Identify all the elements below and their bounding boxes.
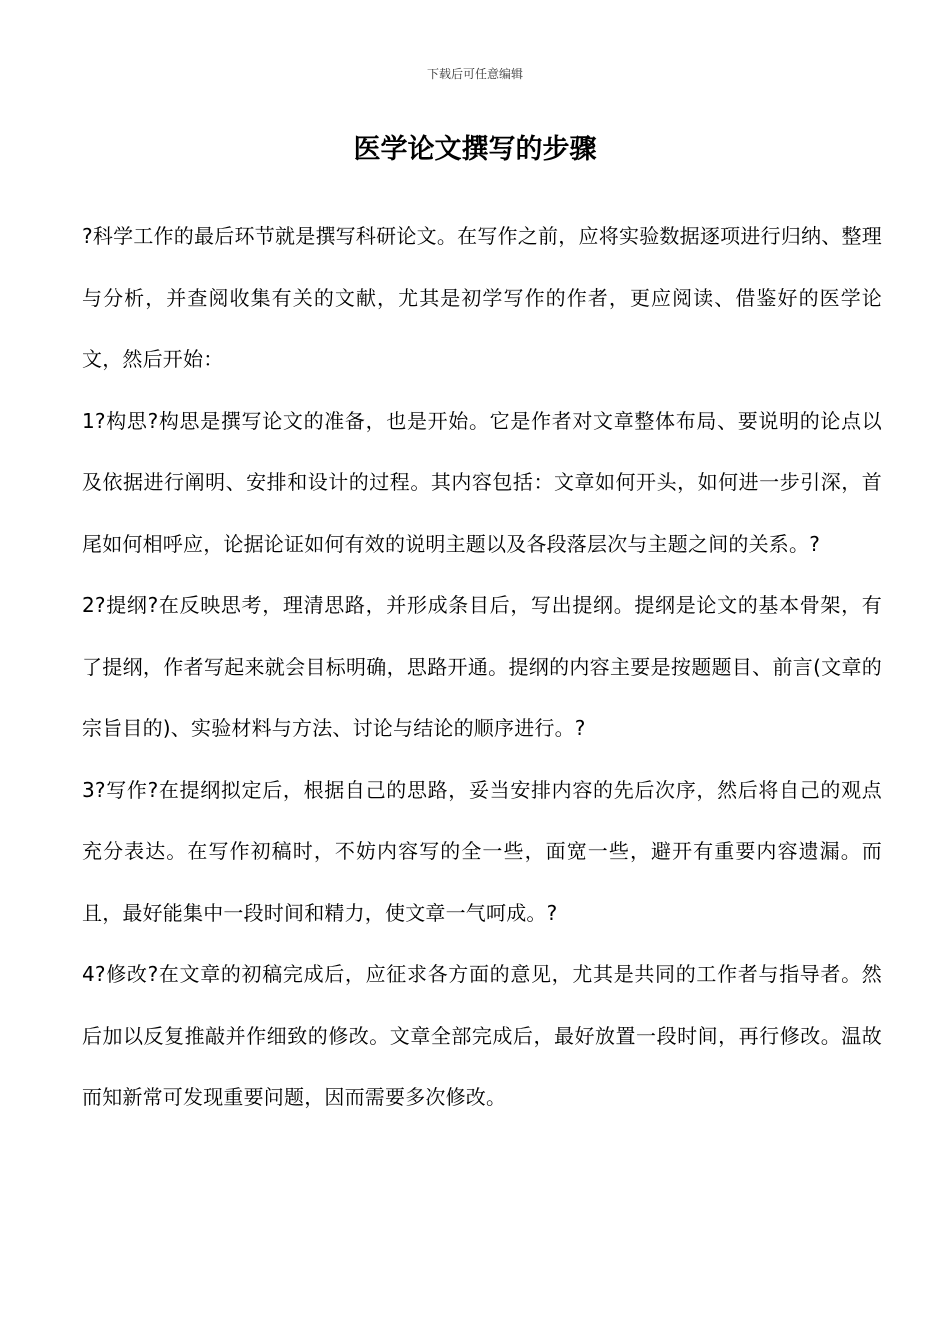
paragraph-step-1-conception: 1?构思?构思是撰写论文的准备，也是开始。它是作者对文章整体布局、要说明的论点以及依据进行阐明、安排和设计的过程。其内容包括：文章如何开头，如何进一步引深，首尾如何相呼应，论据论证如何有效的说明主题以及各段落层次与主题之间的关系。?: [82, 408, 882, 556]
paragraph-step-4-revision: 4?修改?在文章的初稿完成后，应征求各方面的意见，尤其是共同的工作者与指导者。然后加以反复推敲并作细致的修改。文章全部完成后，最好放置一段时间，再行修改。温故而知新常可发现重要问题，因而需要多次修改。: [82, 962, 882, 1109]
document-title: 医学论文撰写的步骤: [353, 134, 597, 165]
document-body: [82, 206, 882, 1129]
paragraph-step-3-writing: 3?写作?在提纲拟定后，根据自己的思路，妥当安排内容的先后次序，然后将自己的观点充分表达。在写作初稿时，不妨内容写的全一些，面宽一些，避开有重要内容遗漏。而且，最好能集中一段时间和精力，使文章一气呵成。?: [82, 777, 882, 925]
paragraph-intro: ?科学工作的最后环节就是撰写科研论文。在写作之前，应将实验数据逐项进行归纳、整理与分析，并查阅收集有关的文献，尤其是初学写作的作者，更应阅读、借鉴好的医学论文，然后开始：: [82, 224, 882, 371]
header-note: 下载后可任意编辑: [426, 67, 523, 81]
paragraph-step-2-outline: 2?提纲?在反映思考，理清思路，并形成条目后，写出提纲。提纲是论文的基本骨架，有了提纲，作者写起来就会目标明确，思路开通。提纲的内容主要是按题题目、前言(文章的宗旨目的)、实验材料与方法、讨论与结论的顺序进行。?: [82, 593, 882, 740]
